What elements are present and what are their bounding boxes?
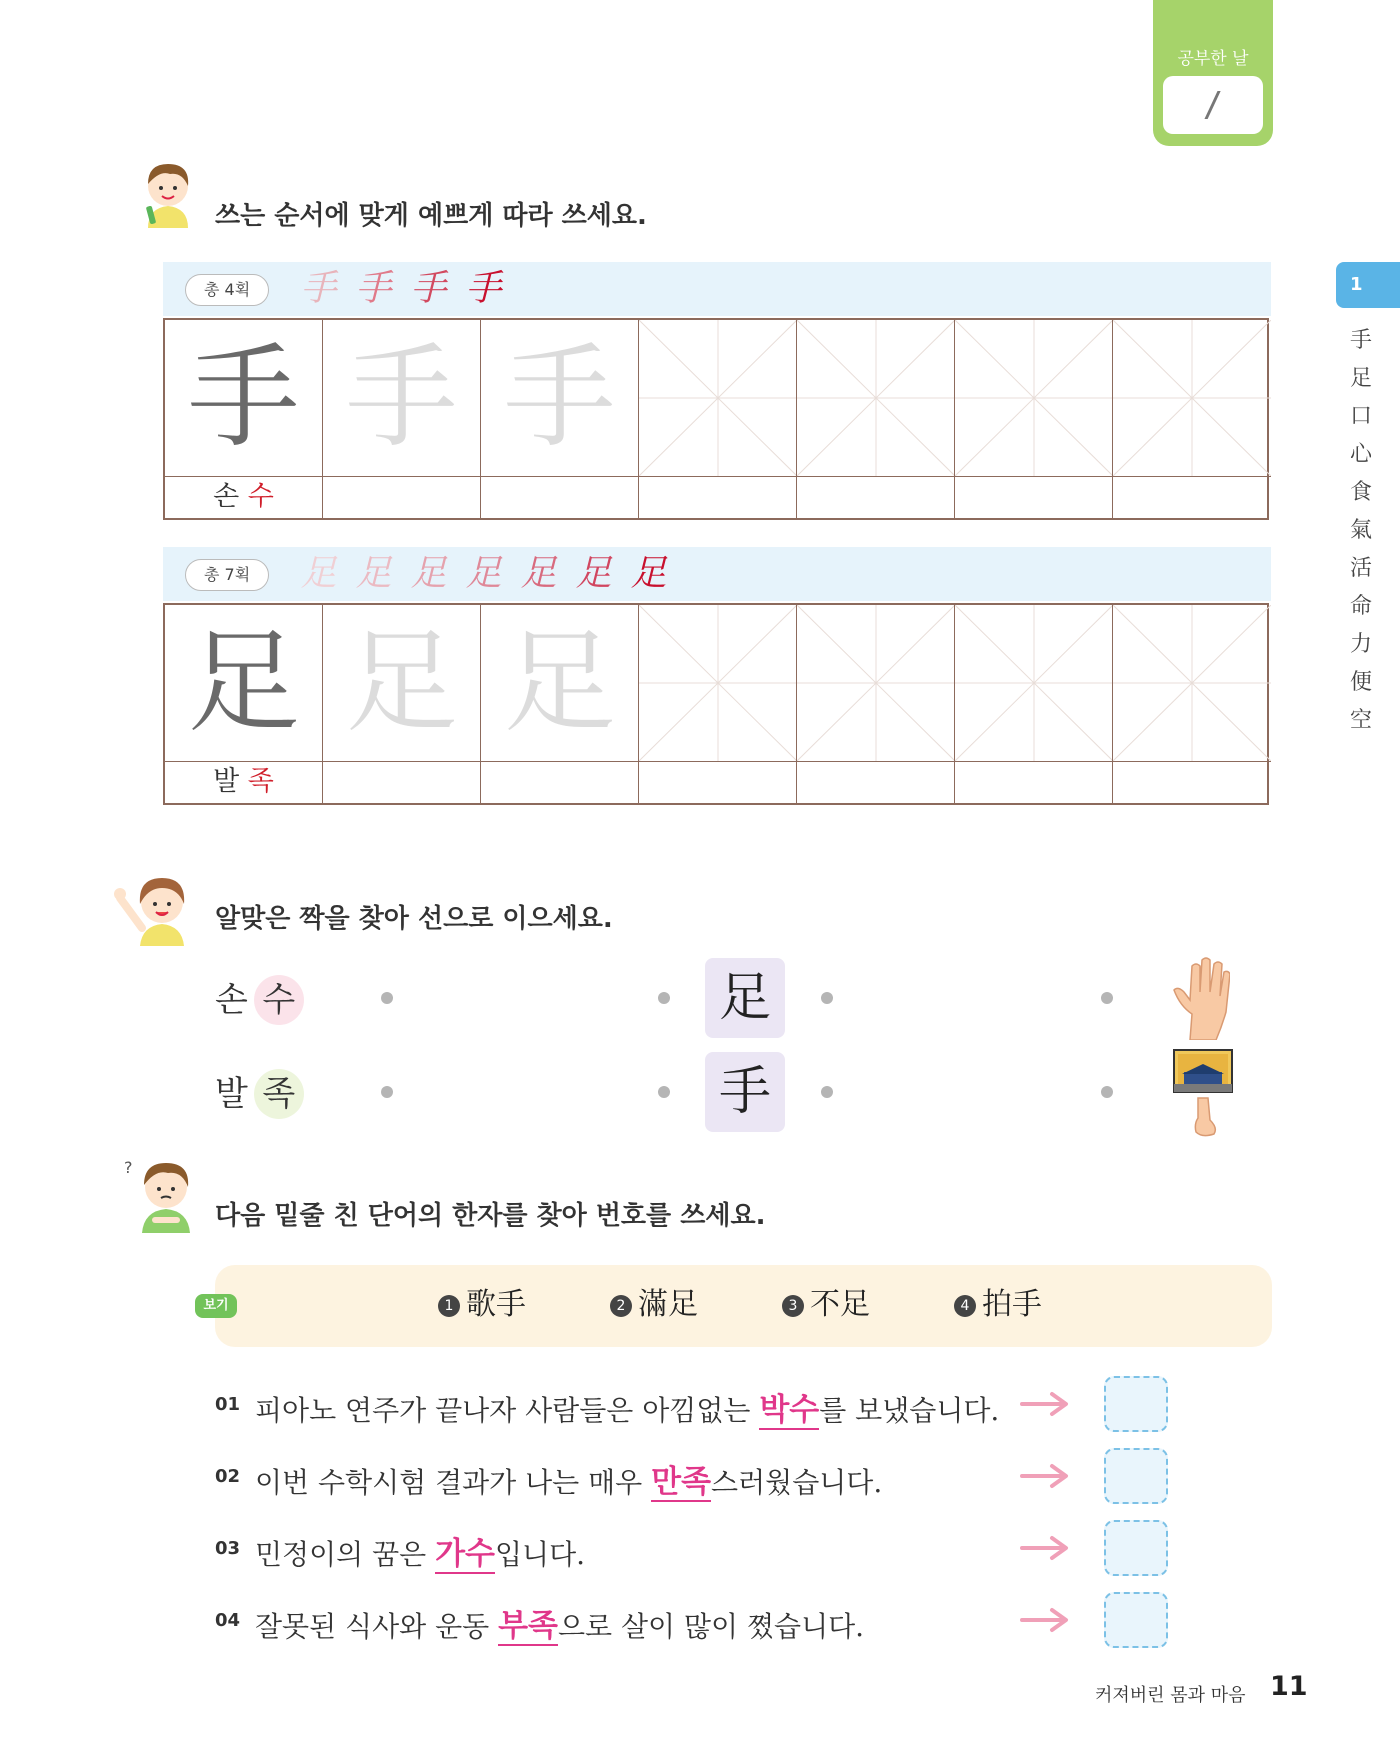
example-label: 보기 [195, 1294, 237, 1318]
stroke-step: 手 [465, 268, 502, 309]
trace-char: 足 [503, 618, 616, 748]
answer-box[interactable] [1104, 1592, 1168, 1648]
underlined-word: 부족 [498, 1608, 558, 1644]
option-text: 滿足 [638, 1287, 698, 1322]
guide-lines [955, 320, 1112, 476]
trace-char: 足 [345, 618, 458, 748]
answer-box[interactable] [1104, 1448, 1168, 1504]
practice-cell [165, 320, 323, 518]
hand-icon [1170, 956, 1230, 1040]
boy-thinking-avatar-icon [124, 1153, 196, 1233]
question-text-after: 스러웠습니다. [711, 1466, 883, 1499]
match-dot[interactable] [381, 992, 393, 1004]
practice-cell[interactable] [481, 605, 639, 803]
stroke-step: 足 [410, 553, 447, 594]
practice-cell[interactable] [955, 320, 1113, 518]
option-number: 4 [954, 1295, 976, 1317]
stroke-count-badge: 총 4획 [185, 274, 269, 306]
option-text: 歌手 [466, 1287, 526, 1322]
stroke-step: 手 [300, 268, 337, 309]
section1-title: 쓰는 순서에 맞게 예쁘게 따라 쓰세요. [215, 201, 647, 231]
question-text [255, 1456, 882, 1501]
char-reading [165, 761, 322, 803]
boy-writing-avatar-icon [140, 158, 196, 228]
practice-cell[interactable] [955, 605, 1113, 803]
guide-lines [1113, 605, 1271, 761]
example-option [782, 1280, 870, 1330]
practice-cell[interactable] [797, 320, 955, 518]
question-text-before: 피아노 연주가 끝나자 사람들은 아낌없는 [255, 1394, 760, 1427]
writing-practice-grid [163, 318, 1269, 520]
question-text-before: 민정이의 꿈은 [255, 1538, 436, 1571]
svg-text:?: ? [124, 1158, 133, 1177]
question-text-after: 입니다. [495, 1538, 586, 1571]
foot-image-icon [1172, 1048, 1234, 1138]
study-date-field[interactable]: / [1163, 76, 1263, 134]
chapter-index [1336, 322, 1386, 740]
index-char[interactable]: 空 [1349, 708, 1372, 733]
trace-char: 手 [345, 333, 458, 463]
match-dot[interactable] [658, 1086, 670, 1098]
trace-char: 手 [503, 333, 616, 463]
match-dot[interactable] [381, 1086, 393, 1098]
section3-title: 다음 밑줄 친 단어의 한자를 찾아 번호를 쓰세요. [215, 1201, 766, 1231]
index-char[interactable]: 活 [1349, 556, 1372, 581]
index-char[interactable]: 便 [1349, 670, 1372, 695]
index-char[interactable]: 足 [1349, 366, 1372, 391]
question-text-before: 이번 수학시험 결과가 나는 매우 [255, 1466, 652, 1499]
guide-lines [955, 605, 1112, 761]
char-meaning: 발 [213, 766, 240, 797]
practice-cell[interactable] [639, 605, 797, 803]
match-left-item[interactable] [215, 1066, 304, 1119]
index-char[interactable]: 氣 [1349, 518, 1372, 543]
match-dot[interactable] [658, 992, 670, 1004]
guide-lines [1113, 320, 1271, 476]
index-char[interactable]: 心 [1349, 442, 1372, 467]
example-option [954, 1280, 1042, 1330]
index-char[interactable]: 力 [1349, 632, 1372, 657]
option-text: 拍手 [982, 1287, 1042, 1322]
study-date-tab [1153, 0, 1273, 146]
underlined-word: 만족 [651, 1464, 712, 1500]
stroke-step: 足 [630, 553, 667, 594]
option-number: 3 [782, 1295, 804, 1317]
match-dot[interactable] [821, 992, 833, 1004]
option-number: 1 [438, 1295, 460, 1317]
study-date-label: 공부한 날 [1177, 49, 1249, 69]
arrow-right-icon [1020, 1389, 1070, 1419]
match-dot[interactable] [821, 1086, 833, 1098]
match-left-item[interactable] [215, 972, 304, 1025]
question-number: 02 [215, 1466, 241, 1487]
practice-cell[interactable] [1113, 605, 1271, 803]
match-meaning: 손 [215, 980, 248, 1020]
index-char[interactable]: 命 [1349, 594, 1372, 619]
match-hanja-box: 足 [705, 958, 785, 1038]
char-sound: 족 [247, 766, 274, 797]
question-text-after: 으로 살이 많이 쪘습니다. [558, 1610, 865, 1643]
stroke-step: 足 [465, 553, 502, 594]
char-meaning: 손 [213, 481, 240, 512]
match-hanja-box: 手 [705, 1052, 785, 1132]
stroke-order-bar [163, 262, 1271, 316]
arrow-right-icon [1020, 1461, 1070, 1491]
stroke-count-badge: 총 7획 [185, 559, 269, 591]
section2-title: 알맞은 짝을 찾아 선으로 이으세요. [215, 904, 613, 934]
question-text [255, 1384, 999, 1429]
char-sound: 수 [247, 481, 274, 512]
guide-lines [639, 320, 796, 476]
question-number: 03 [215, 1538, 241, 1559]
writing-practice-grid [163, 603, 1269, 805]
example-option [610, 1280, 698, 1330]
question-text [255, 1600, 864, 1645]
question-number: 04 [215, 1610, 241, 1631]
stroke-step: 手 [410, 268, 447, 309]
practice-cell [165, 605, 323, 803]
match-dot[interactable] [1101, 1086, 1113, 1098]
stroke-order-bar [163, 547, 1271, 601]
match-sound: 족 [254, 1069, 304, 1119]
arrow-right-icon [1020, 1605, 1070, 1635]
underlined-word: 가수 [435, 1536, 495, 1572]
practice-cell[interactable] [481, 320, 639, 518]
question-text-after: 를 보냈습니다. [819, 1394, 1000, 1427]
stroke-step: 足 [355, 553, 392, 594]
practice-cell[interactable] [1113, 320, 1271, 518]
question-number: 01 [215, 1394, 241, 1415]
index-char[interactable]: 食 [1349, 480, 1372, 505]
stroke-step: 足 [520, 553, 557, 594]
question-text [255, 1528, 585, 1573]
underlined-word: 박수 [759, 1392, 820, 1428]
stroke-step: 足 [300, 553, 337, 594]
guide-lines [639, 605, 796, 761]
guide-lines [797, 605, 954, 761]
option-number: 2 [610, 1295, 632, 1317]
page-number: 11 [1270, 1671, 1308, 1702]
example-box [215, 1265, 1272, 1347]
practice-cell[interactable] [323, 320, 481, 518]
guide-lines [797, 320, 954, 476]
match-meaning: 발 [215, 1074, 248, 1114]
practice-cell[interactable] [639, 320, 797, 518]
question-text-before: 잘못된 식사와 운동 [255, 1610, 499, 1643]
match-dot[interactable] [1101, 992, 1113, 1004]
practice-cell[interactable] [797, 605, 955, 803]
stroke-step: 手 [355, 268, 392, 309]
stroke-step: 足 [575, 553, 612, 594]
answer-box[interactable] [1104, 1376, 1168, 1432]
girl-waving-avatar-icon [112, 868, 192, 946]
index-char[interactable]: 口 [1349, 404, 1372, 429]
model-char: 足 [187, 618, 300, 748]
match-sound: 수 [254, 975, 304, 1025]
footer-chapter-title: 커져버린 몸과 마음 [1095, 1685, 1246, 1706]
model-char: 手 [187, 333, 300, 463]
practice-cell[interactable] [323, 605, 481, 803]
stroke-sequence [291, 551, 676, 597]
index-char[interactable]: 手 [1349, 328, 1372, 353]
arrow-right-icon [1020, 1533, 1070, 1563]
answer-box[interactable] [1104, 1520, 1168, 1576]
example-option [438, 1280, 526, 1330]
option-text: 不足 [810, 1287, 870, 1322]
char-reading [165, 476, 322, 518]
stroke-sequence [291, 266, 511, 312]
chapter-number-tab[interactable]: 1 [1336, 262, 1400, 308]
